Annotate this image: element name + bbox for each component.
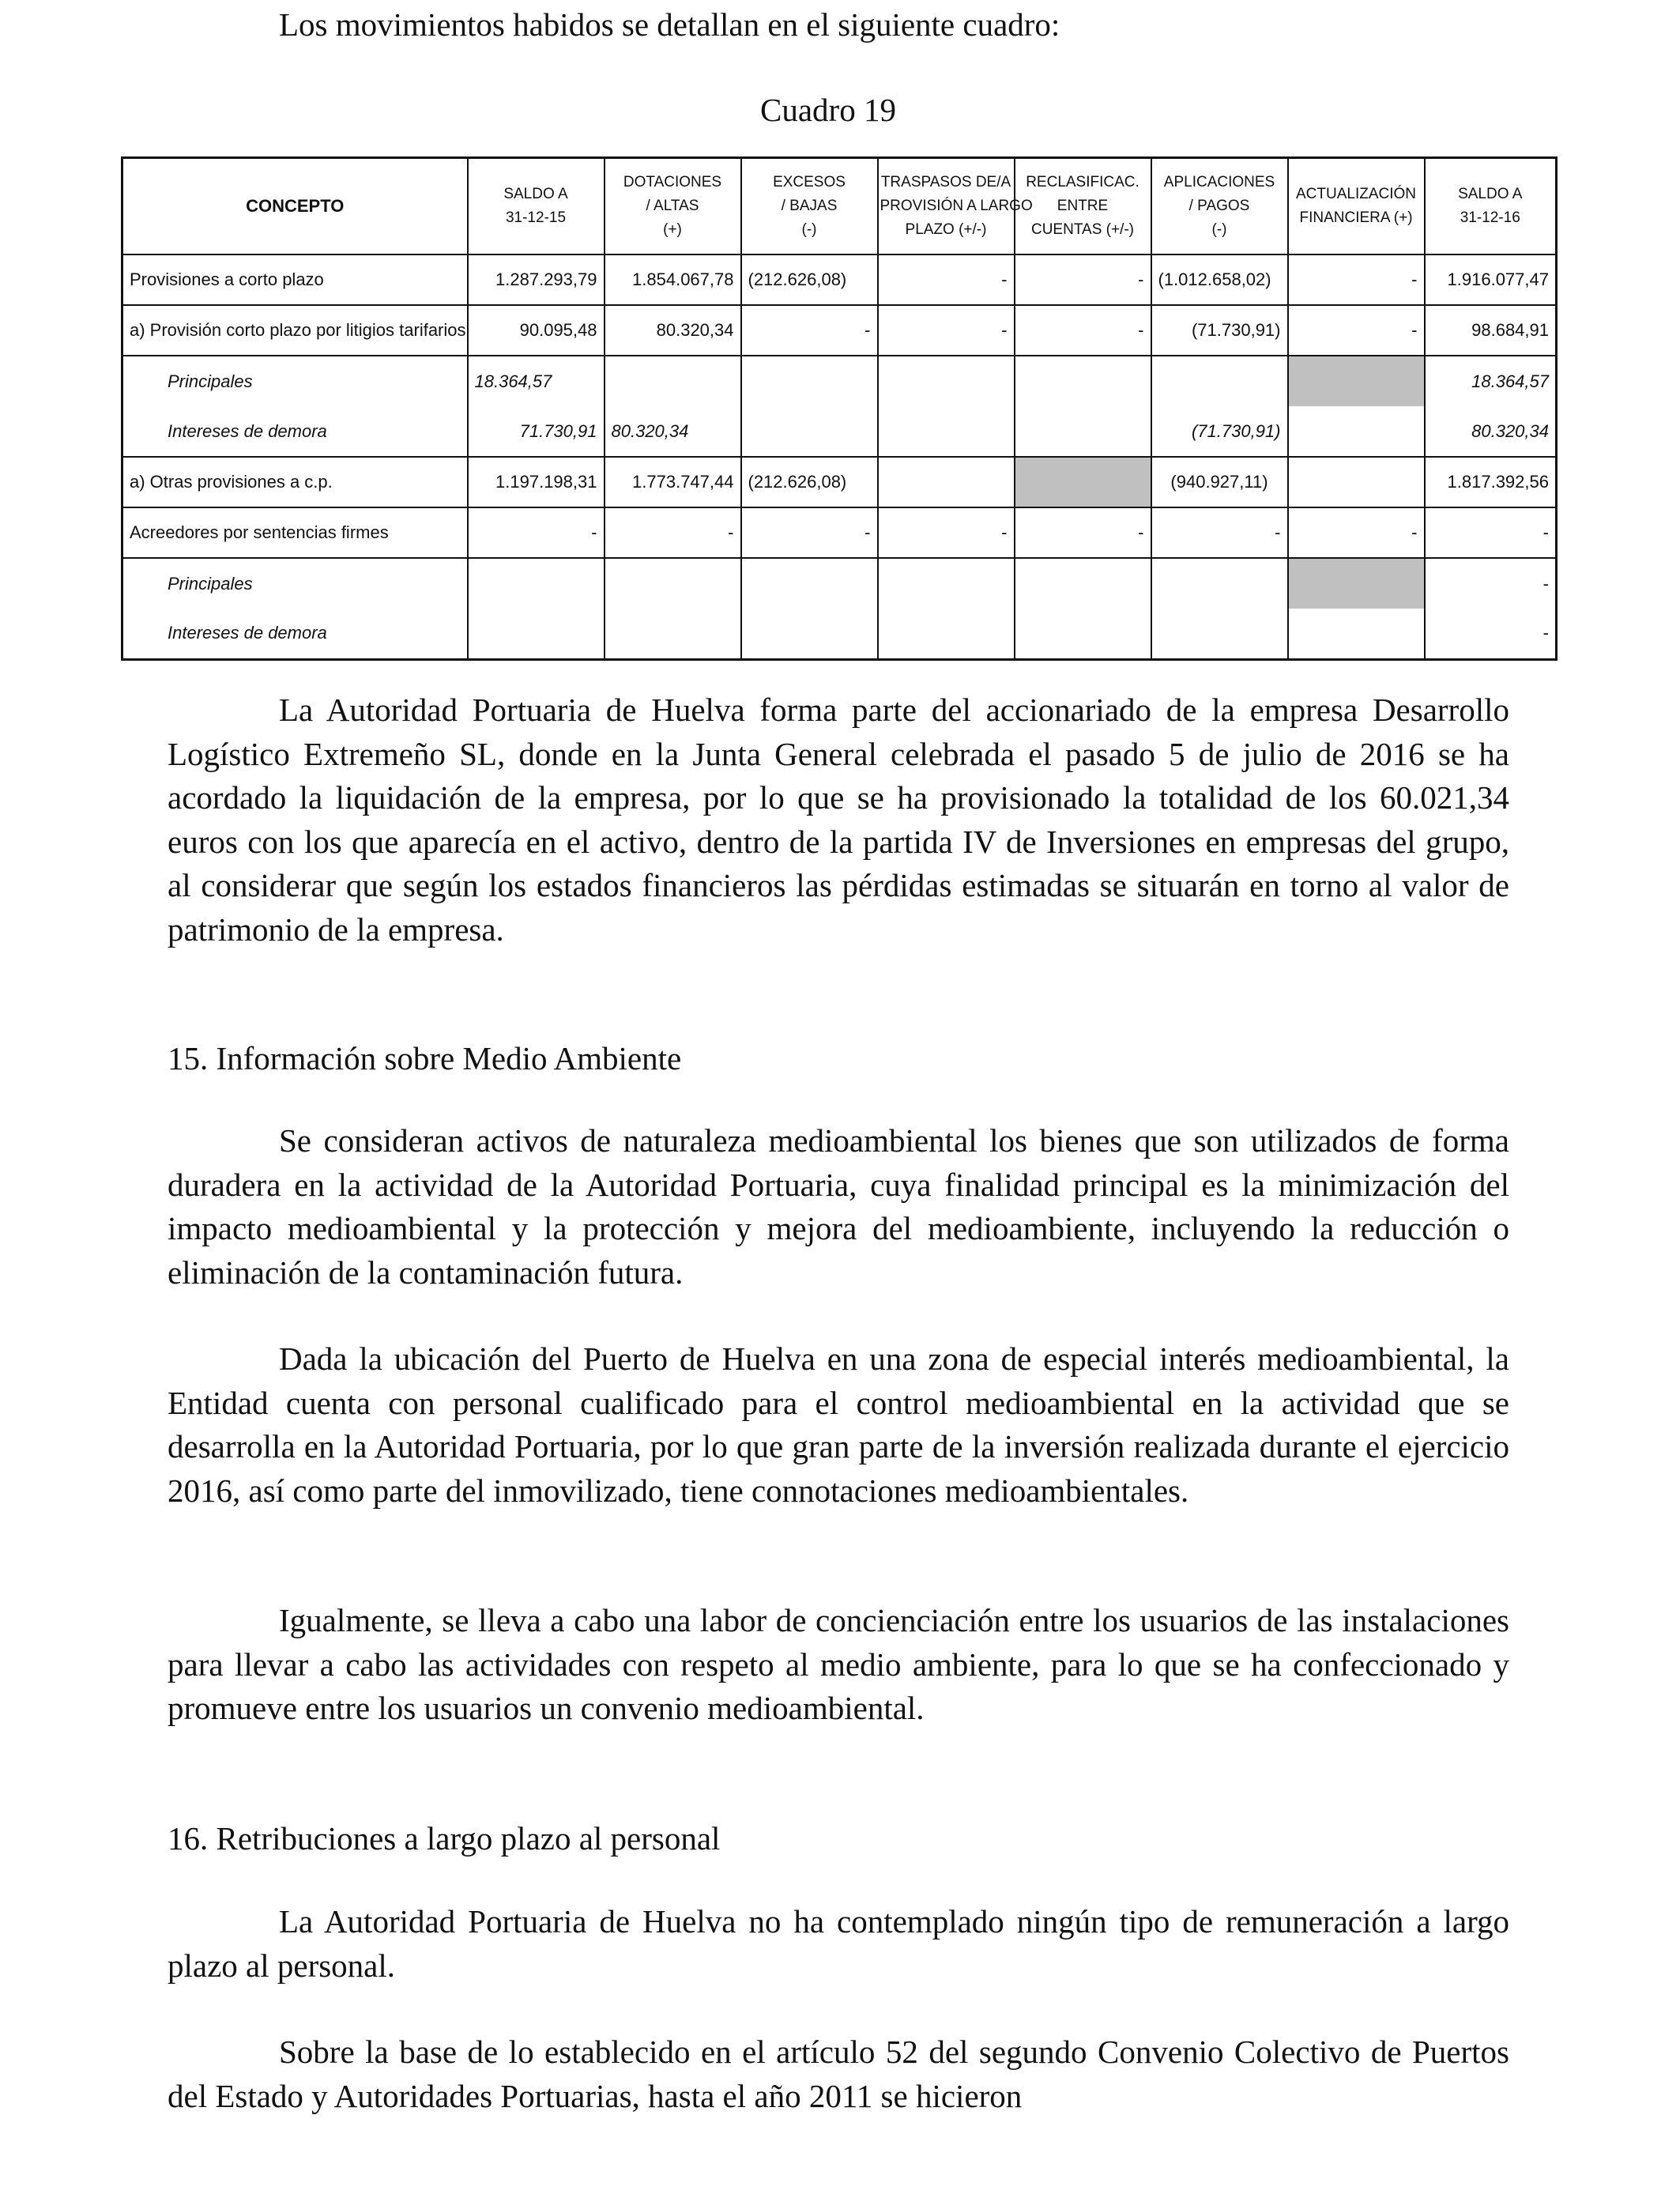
cell	[605, 356, 741, 406]
shaded-cell	[1015, 457, 1151, 507]
cell: -	[1425, 558, 1557, 609]
cell: -	[1015, 305, 1151, 356]
cell	[878, 356, 1015, 406]
table-row	[122, 609, 1557, 659]
cell: (212.626,08)	[741, 254, 878, 305]
cell	[468, 558, 605, 609]
cell: 1.854.067,78	[605, 254, 741, 305]
cell	[1288, 406, 1425, 457]
table-row	[122, 356, 1557, 406]
shaded-cell	[1288, 356, 1425, 406]
table-row	[122, 406, 1557, 457]
paragraph-huelva-location: Dada la ubicación del Puerto de Huelva en una zona de especial interés medioambiental, la Entidad cuenta con personal cualificado para el control medioambiental en la actividad que se desarrolla en la Autoridad Portuaria, por lo que gran parte de la inversión realizada durante el ejercicio 2016, así como parte del inmovilizado, tiene connotaciones medioambientales.	[168, 1340, 1509, 1509]
cell: -	[741, 507, 878, 558]
paragraph-awareness: Igualmente, se lleva a cabo una labor de concienciación entre los usuarios de las instalaciones para llevar a cabo las actividades con respeto al medio ambiente, para lo que se ha confeccionado y promueve entre los usuarios un convenio medioambiental.	[168, 1602, 1509, 1726]
cell: -	[1015, 507, 1151, 558]
cell: 18.364,57	[468, 356, 605, 406]
cell	[1151, 356, 1288, 406]
cell: -	[1288, 254, 1425, 305]
row-label: a) Provisión corto plazo por litigios tarifarios	[122, 305, 468, 356]
cell	[741, 609, 878, 659]
cell: 80.320,34	[1425, 406, 1557, 457]
table-row	[122, 305, 1557, 356]
cell	[1015, 609, 1151, 659]
cell: 71.730,91	[468, 406, 605, 457]
cell: -	[1425, 609, 1557, 659]
cell	[605, 609, 741, 659]
paragraph-no-remuneration: La Autoridad Portuaria de Huelva no ha contemplado ningún tipo de remuneración a largo plazo al personal.	[168, 1903, 1509, 1984]
row-label: Acreedores por sentencias firmes	[122, 507, 468, 558]
cell	[878, 406, 1015, 457]
header-excesos: EXCESOS / BAJAS (-)	[741, 158, 878, 255]
row-label: Principales	[122, 558, 468, 609]
row-label: Intereses de demora	[122, 406, 468, 457]
cell	[1288, 457, 1425, 507]
row-label: Provisiones a corto plazo	[122, 254, 468, 305]
table-row	[122, 457, 1557, 507]
cell: -	[741, 305, 878, 356]
cell: -	[1151, 507, 1288, 558]
table-row	[122, 254, 1557, 305]
cell: 80.320,34	[605, 406, 741, 457]
row-label: a) Otras provisiones a c.p.	[122, 457, 468, 507]
cell: 1.916.077,47	[1425, 254, 1557, 305]
cell: -	[1015, 254, 1151, 305]
cell	[741, 558, 878, 609]
section-heading-15: 15. Información sobre Medio Ambiente	[168, 1040, 682, 1076]
header-concepto: CONCEPTO	[122, 158, 468, 255]
header-actualizacion: ACTUALIZACIÓN FINANCIERA (+)	[1288, 158, 1425, 255]
cell: 18.364,57	[1425, 356, 1557, 406]
cell: (71.730,91)	[1151, 406, 1288, 457]
cell: 1.817.392,56	[1425, 457, 1557, 507]
cell: -	[1425, 507, 1557, 558]
row-label: Principales	[122, 356, 468, 406]
cell: (940.927,11)	[1151, 457, 1288, 507]
paragraph-liquidation: La Autoridad Portuaria de Huelva forma parte del accionariado de la empresa Desarrollo Logístico Extremeño SL, donde en la Junta General celebrada el pasado 5 de julio de 2016 se ha acordado la liquidación de la empresa, por lo que se ha provisionado la totalidad de los 60.021,34 euros con los que aparecía en el activo, dentro de la partida IV de Inversiones en empresas del grupo, al considerar que según los estados financieros las pérdidas estimadas se situarán en torno al valor de patrimonio de la empresa.	[168, 692, 1509, 948]
header-saldo-15: SALDO A 31-12-15	[468, 158, 605, 255]
cell: -	[605, 507, 741, 558]
cell: 1.773.747,44	[605, 457, 741, 507]
cell: -	[878, 507, 1015, 558]
intro-line: Los movimientos habidos se detallan en el siguiente cuadro:	[279, 6, 1060, 43]
cell	[741, 356, 878, 406]
cell: -	[1288, 305, 1425, 356]
cell	[1288, 609, 1425, 659]
movements-table-container	[121, 156, 1555, 661]
paragraph-environmental-assets: Se consideran activos de naturaleza medioambiental los bienes que son utilizados de forma duradera en la actividad de la Autoridad Portuaria, cuya finalidad principal es la minimización del impacto medioambiental y la protección y mejora del medioambiente, incluyendo la reducción o eliminación de la contaminación futura.	[168, 1122, 1509, 1291]
cell	[878, 558, 1015, 609]
cell	[1015, 406, 1151, 457]
cell: -	[878, 254, 1015, 305]
header-saldo-16: SALDO A 31-12-16	[1425, 158, 1557, 255]
cell	[605, 558, 741, 609]
table-title: Cuadro 19	[760, 92, 896, 128]
header-dotaciones: DOTACIONES / ALTAS (+)	[605, 158, 741, 255]
cell	[878, 609, 1015, 659]
cell: 1.287.293,79	[468, 254, 605, 305]
cell	[1015, 558, 1151, 609]
movements-table	[121, 156, 1558, 661]
cell: -	[878, 305, 1015, 356]
cell: -	[1288, 507, 1425, 558]
cell: (1.012.658,02)	[1151, 254, 1288, 305]
header-traspasos: TRASPASOS DE/A PROVISIÓN A LARGO PLAZO (+/-)	[878, 158, 1015, 255]
cell: (212.626,08)	[741, 457, 878, 507]
cell: 98.684,91	[1425, 305, 1557, 356]
table-header-row	[122, 158, 1557, 255]
table-row	[122, 507, 1557, 558]
header-aplicaciones: APLICACIONES / PAGOS (-)	[1151, 158, 1288, 255]
row-label: Intereses de demora	[122, 609, 468, 659]
cell	[878, 457, 1015, 507]
cell	[1015, 356, 1151, 406]
shaded-cell	[1288, 558, 1425, 609]
header-reclasificac: RECLASIFICAC. ENTRE CUENTAS (+/-)	[1015, 158, 1151, 255]
cell	[468, 609, 605, 659]
section-heading-16: 16. Retribuciones a largo plazo al personal	[168, 1820, 721, 1857]
cell	[1151, 558, 1288, 609]
cell	[741, 406, 878, 457]
cell: (71.730,91)	[1151, 305, 1288, 356]
cell	[1151, 609, 1288, 659]
cell: 1.197.198,31	[468, 457, 605, 507]
paragraph-convenio: Sobre la base de lo establecido en el artículo 52 del segundo Convenio Colectivo de Puertos del Estado y Autoridades Portuarias, hasta el año 2011 se hicieron	[168, 2034, 1509, 2114]
table-row	[122, 558, 1557, 609]
cell: 90.095,48	[468, 305, 605, 356]
cell: -	[468, 507, 605, 558]
cell: 80.320,34	[605, 305, 741, 356]
